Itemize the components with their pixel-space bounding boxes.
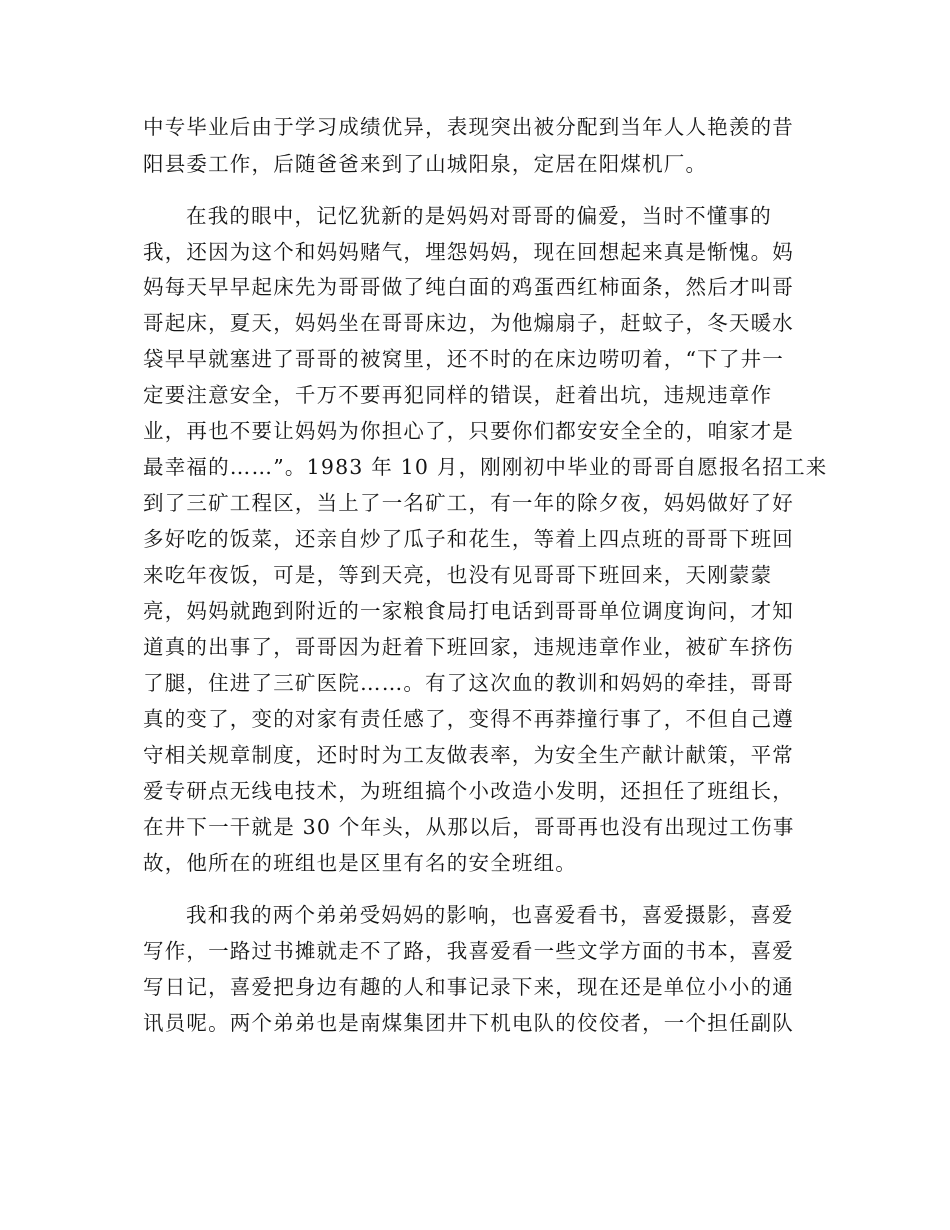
- text-line: 讯员呢。两个弟弟也是南煤集团井下机电队的佼佼者，一个担任副队: [143, 1011, 794, 1035]
- text-line: 写作，一路过书摊就走不了路，我喜爱看一些文学方面的书本，喜爱: [143, 939, 794, 963]
- text-line: 多好吃的饭菜，还亲自炒了瓜子和花生，等着上四点班的哥哥下班回: [143, 527, 794, 551]
- text-line: 妈每天早早起床先为哥哥做了纯白面的鸡蛋西红柿面条，然后才叫哥: [143, 275, 794, 299]
- text-line: 袋早早就塞进了哥哥的被窝里，还不时的在床边唠叨着，“下了井一: [143, 347, 784, 371]
- text-line: 哥起床，夏天，妈妈坐在哥哥床边，为他煽扇子，赶蚊子，冬天暖水: [143, 311, 794, 335]
- text-line: 在井下一干就是 30 个年头，从那以后，哥哥再也没有出现过工伤事: [143, 815, 795, 839]
- text-line: 来吃年夜饭，可是，等到天亮，也没有见哥哥下班回来，天刚蒙蒙: [143, 563, 773, 587]
- text-line: 守相关规章制度，还时时为工友做表率，为安全生产献计献策，平常: [143, 743, 794, 767]
- text-line: 亮，妈妈就跑到附近的一家粮食局打电话到哥哥单位调度询问，才知: [143, 599, 794, 623]
- text-line: 在我的眼中，记忆犹新的是妈妈对哥哥的偏爱，当时不懂事的: [186, 204, 772, 228]
- text-line: 定要注意安全，千万不要再犯同样的错误，赶着出坑，违规违章作: [143, 383, 773, 407]
- text-line: 我，还因为这个和妈妈赌气，埋怨妈妈，现在回想起来真是惭愧。妈: [143, 240, 794, 264]
- text-line: 了腿，住进了三矿医院……。有了这次血的教训和妈妈的牵挂，哥哥: [143, 671, 794, 695]
- text-line: 阳县委工作，后随爸爸来到了山城阳泉，定居在阳煤机厂。: [143, 152, 708, 176]
- text-line: 到了三矿工程区，当上了一名矿工，有一年的除夕夜，妈妈做好了好: [143, 491, 794, 515]
- text-line: 真的变了，变的对家有责任感了，变得不再莽撞行事了，不但自己遵: [143, 707, 794, 731]
- text-line: 爱专研点无线电技术，为班组搞个小改造小发明，还担任了班组长，: [143, 779, 794, 803]
- text-line: 我和我的两个弟弟受妈妈的影响，也喜爱看书，喜爱摄影，喜爱: [186, 903, 794, 927]
- text-line: 道真的出事了，哥哥因为赶着下班回家，违规违章作业，被矿车挤伤: [143, 635, 794, 659]
- text-line: 中专毕业后由于学习成绩优异，表现突出被分配到当年人人艳羡的昔: [143, 115, 794, 139]
- text-line: 业，再也不要让妈妈为你担心了，只要你们都安安全全的，咱家才是: [143, 419, 794, 443]
- text-line: 最幸福的……”。1983 年 10 月，刚刚初中毕业的哥哥自愿报名招工来: [143, 455, 828, 479]
- text-line: 写日记，喜爱把身边有趣的人和事记录下来，现在还是单位小小的通: [143, 975, 794, 999]
- text-line: 故，他所在的班组也是区里有名的安全班组。: [143, 851, 577, 875]
